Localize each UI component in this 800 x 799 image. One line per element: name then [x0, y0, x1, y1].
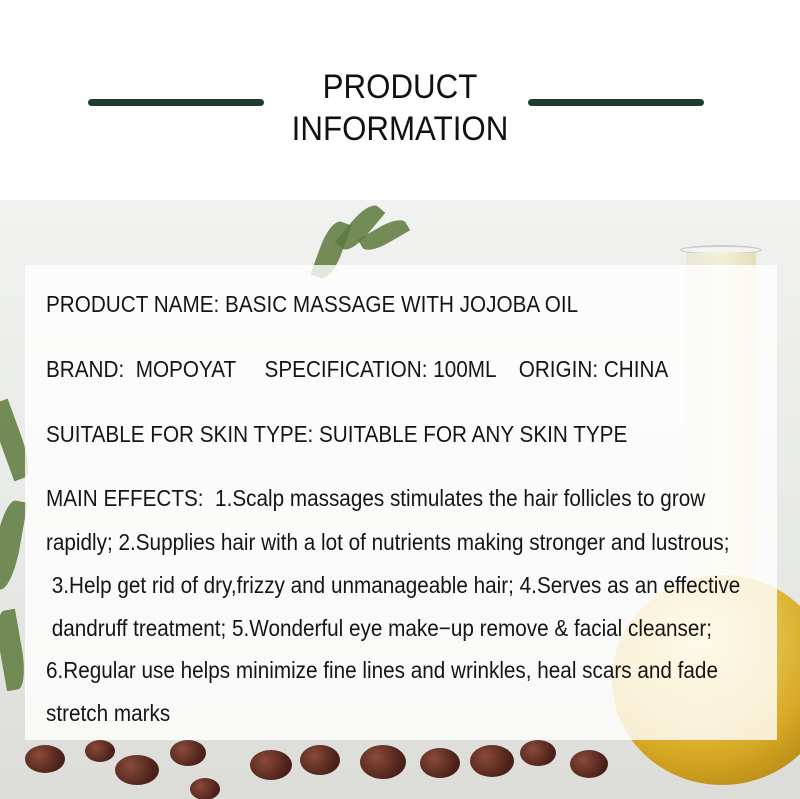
jojoba-seed-image — [300, 745, 340, 775]
header-line-right — [528, 99, 704, 106]
title-line-1: PRODUCT — [322, 68, 478, 106]
jojoba-seed-image — [170, 740, 206, 766]
effects-line: 6.Regular use helps minimize fine lines and wrinkles, heal scars and fade — [46, 657, 718, 683]
page-title — [262, 66, 538, 150]
header-line-left — [88, 99, 264, 106]
brand-spec-origin: BRAND: MOPOYAT SPECIFICATION: 100ML ORIGIN: CHINA — [46, 356, 669, 382]
jojoba-seed-image — [190, 778, 220, 799]
effects-line: rapidly; 2.Supplies hair with a lot of nutrients making stronger and lustrous; — [46, 529, 730, 555]
jojoba-seed-image — [470, 745, 514, 777]
leaf-image — [0, 499, 28, 592]
skin-type: SUITABLE FOR SKIN TYPE: SUITABLE FOR ANY SKIN TYPE — [46, 421, 628, 447]
jojoba-seed-image — [570, 750, 608, 778]
jojoba-seed-image — [115, 755, 159, 785]
effects-line: MAIN EFFECTS: 1.Scalp massages stimulates the hair follicles to grow — [46, 485, 706, 511]
jojoba-seed-image — [420, 748, 460, 778]
jojoba-seed-image — [250, 750, 292, 780]
effects-line: stretch marks — [46, 700, 171, 726]
effects-line: 3.Help get rid of dry,frizzy and unmanageable hair; 4.Serves as an effective — [46, 572, 741, 598]
jojoba-seed-image — [25, 745, 65, 773]
product-name: PRODUCT NAME: BASIC MASSAGE WITH JOJOBA OIL — [46, 291, 579, 317]
jojoba-seed-image — [85, 740, 115, 762]
jojoba-seed-image — [520, 740, 556, 766]
jojoba-seed-image — [360, 745, 406, 779]
effects-line: dandruff treatment; 5.Wonderful eye make−up remove & facial cleanser; — [46, 615, 713, 641]
title-line-2: INFORMATION — [291, 110, 509, 148]
